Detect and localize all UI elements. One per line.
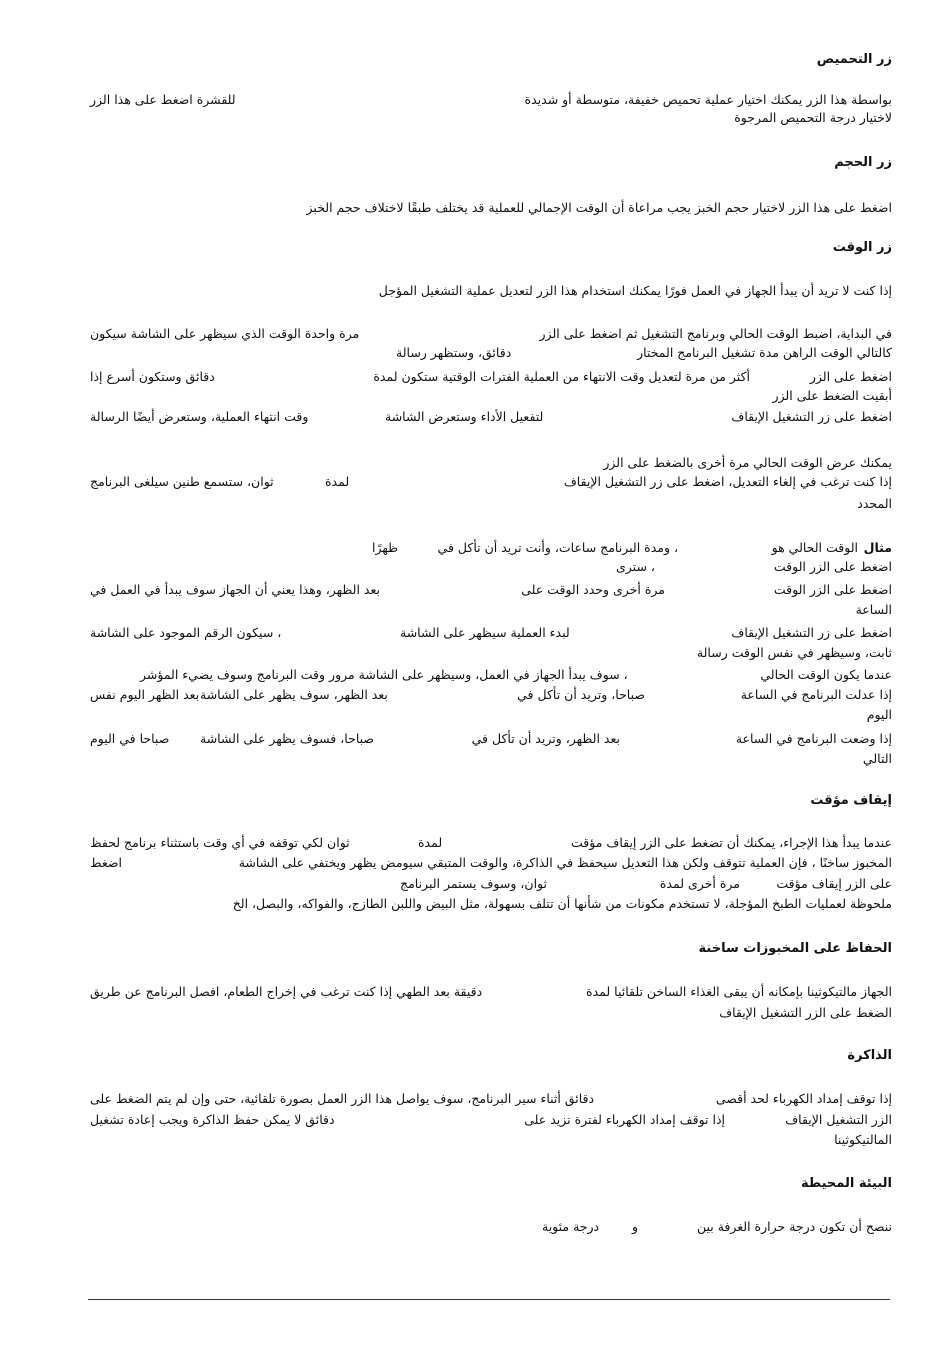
time-p2-line-3: المحدد xyxy=(857,496,892,511)
time-p2-line-2c: ثوان، ستسمع طنين سيلغى البرنامج xyxy=(90,474,274,489)
example-line-3c: بعد الظهر، وهذا يعني أن الجهاز سوف يبدأ في العمل في xyxy=(90,582,380,597)
example-line-7a: عندما يكون الوقت الحالي xyxy=(760,667,892,682)
pause-line-4: ملحوظة لعمليات الطبخ المؤجلة، لا تستخدم مكونات من شأنها أن تتلف بسهولة، مثل البيض واللبن الطازج، والفواكه، والبصل، الخ xyxy=(232,896,892,911)
keepwarm-line-2: الضغط على الزر التشغيل الإيقاف xyxy=(719,1005,892,1020)
environment-line-1a: ننصح أن تكون درجة حرارة الغرفة بين xyxy=(696,1219,892,1234)
keepwarm-line-1a: الجهاز مالتيكوثينا بإمكانه أن يبقى الغذاء الساخن تلقائيا لمدة xyxy=(586,984,892,999)
example-line-1b: ، ومدة البرنامج ساعات، وأنت تريد أن تأكل في xyxy=(437,540,678,555)
section-title-browning: زر التحميص xyxy=(816,52,892,67)
example-line-8a: إذا عدلت البرنامج في الساعة xyxy=(740,687,892,702)
environment-line-1b: و xyxy=(632,1219,639,1234)
example-line-10b: بعد الظهر، وتريد أن تأكل في xyxy=(471,731,620,746)
pause-line-1c: ثوان لكي توقفه في أي وقت باستثناء برنامج لحفظ xyxy=(90,835,350,850)
time-p1-line-4: أبقيت الضغط على الزر xyxy=(772,388,892,403)
memory-line-3: المالتيكوثينا xyxy=(834,1132,892,1147)
example-line-11: التالي xyxy=(862,751,892,766)
example-line-1a: الوقت الحالي هو xyxy=(771,540,858,555)
environment-line-1c: درجة مئوية xyxy=(542,1219,600,1234)
time-p2-line-2a: إذا كنت ترغب في إلغاء التعديل، اضغط على زر التشغيل الإيقاف xyxy=(563,474,892,489)
example-line-10d: صباحا في اليوم xyxy=(90,731,170,746)
example-line-3a: اضغط على الزر الوقت xyxy=(773,582,892,597)
example-line-8b: صباحا، وتريد أن تأكل في xyxy=(517,687,645,702)
example-line-1c: ظهرًا xyxy=(372,540,399,555)
pause-line-2a: المخبوز ساخنًا ، فإن العملية تتوقف ولكن هذا التعديل سيحفظ في الذاكرة، والوقت المتبقي سيومض يظهر ويختفي على الشاشة xyxy=(238,855,892,870)
memory-line-1b: دقائق أثناء سير البرنامج، سوف يواصل هذا الزر العمل بصورة تلقائية، حتى وإن لم يتم الضغط على xyxy=(90,1091,595,1106)
example-line-10c: صباحا، فسوف يظهر على الشاشة xyxy=(200,731,375,746)
size-line-1: اضغط على هذا الزر لاختيار حجم الخبز يجب مراعاة أن الوقت الإجمالي للعملية قد يختلف طبقًا لاختلاف حجم الخبز xyxy=(306,200,892,215)
footer-divider xyxy=(88,1299,890,1300)
example-line-4: الساعة xyxy=(855,602,892,617)
browning-line-2: لاختيار درجة التحميص المرجوة xyxy=(734,110,892,125)
section-title-time: زر الوقت xyxy=(832,240,892,255)
example-line-8d: بعد الظهر اليوم نفس xyxy=(90,687,200,702)
example-line-10a: إذا وضعت البرنامج في الساعة xyxy=(735,731,892,746)
example-line-8c: بعد الظهر، سوف يظهر على الشاشة xyxy=(200,687,388,702)
time-p1-line-1b: مرة واحدة الوقت الذي سيظهر على الشاشة سيكون xyxy=(90,326,360,341)
browning-line-1b: للقشرة اضغط على هذا الزر xyxy=(90,92,236,107)
pause-line-2b: اضغط xyxy=(90,855,122,870)
pause-line-3a: على الزر إيقاف مؤقت xyxy=(776,876,892,891)
example-line-7b: ، سوف يبدأ الجهاز في العمل، وسيظهر على الشاشة مرور وقت البرنامج وسوف يضيء المؤشر xyxy=(140,667,628,682)
section-title-environment: البيئة المحيطة xyxy=(801,1176,892,1191)
time-p2-line-1: يمكنك عرض الوقت الحالي مرة أخرى بالضغط على الزر xyxy=(603,455,892,470)
pause-line-3b: مرة أخرى لمدة xyxy=(659,876,740,891)
time-p1-line-5a: اضغط على زر التشغيل الإيقاف xyxy=(731,409,892,424)
section-title-size: زر الحجم xyxy=(834,155,892,170)
section-title-pause: إيقاف مؤقت xyxy=(810,793,892,808)
memory-line-2b: إذا توقف إمداد الكهرباء لفترة تزيد على xyxy=(524,1112,725,1127)
browning-line-1a: بواسطة هذا الزر يمكنك اختيار عملية تحميص خفيفة، متوسطة أو شديدة xyxy=(524,92,892,107)
pause-line-1b: لمدة xyxy=(418,835,443,850)
example-label: مثال xyxy=(863,540,892,555)
time-p1-line-5b: لتفعيل الأداء وستعرض الشاشة xyxy=(385,409,544,424)
pause-line-1a: عندما يبدأ هذا الإجراء، يمكنك أن تضغط على الزر إيقاف مؤقت xyxy=(570,835,892,850)
section-title-memory: الذاكرة xyxy=(847,1048,892,1063)
time-p1-line-2a: كالتالي الوقت الراهن مدة تشغيل البرنامج المختار xyxy=(637,345,892,360)
example-line-5b: لبدء العملية سيظهر على الشاشة xyxy=(400,625,570,640)
time-intro: إذا كنت لا تريد أن يبدأ الجهاز في العمل فورًا يمكنك استخدام هذا الزر لتعديل عملية التشغيل المؤجل xyxy=(378,283,892,298)
example-line-5a: اضغط على زر التشغيل الإيقاف xyxy=(731,625,892,640)
memory-line-2c: دقائق لا يمكن حفظ الذاكرة ويجب إعادة تشغيل xyxy=(90,1112,335,1127)
pause-line-3c: ثوان، وسوف يستمر البرنامج xyxy=(400,876,547,891)
time-p1-line-2b: دقائق، وستظهر رسالة xyxy=(396,345,512,360)
memory-line-2a: الزر التشغيل الإيقاف xyxy=(785,1112,892,1127)
example-line-2b: ، سترى xyxy=(616,559,655,574)
time-p1-line-1a: في البداية، اضبط الوقت الحالي وبرنامج التشغيل ثم اضغط على الزر xyxy=(539,326,892,341)
time-p1-line-3b: أكثر من مرة لتعديل وقت الانتهاء من العملية الفترات الوقتية ستكون لمدة xyxy=(373,369,750,384)
time-p1-line-5c: وقت انتهاء العملية، وستعرض أيضًا الرسالة xyxy=(90,409,309,424)
example-line-3b: مرة أخرى وحدد الوقت على xyxy=(521,582,665,597)
time-p1-line-3a: اضغط على الزر xyxy=(809,369,892,384)
section-title-keep-warm: الحفاظ على المخبوزات ساخنة xyxy=(698,941,892,956)
time-p2-line-2b: لمدة xyxy=(325,474,350,489)
example-line-9: اليوم xyxy=(866,707,892,722)
keepwarm-line-1b: دقيقة بعد الطهي إذا كنت ترغب في إخراج الطعام، افصل البرنامج عن طريق xyxy=(90,984,483,999)
example-line-5c: ، سيكون الرقم الموجود على الشاشة xyxy=(90,625,282,640)
memory-line-1a: إذا توقف إمداد الكهرباء لحد أقصى xyxy=(715,1091,892,1106)
time-p1-line-3c: دقائق وستكون أسرع إذا xyxy=(90,369,215,384)
example-line-6: ثابت، وسيظهر في نفس الوقت رسالة xyxy=(696,645,892,660)
example-line-2a: اضغط على الزر الوقت xyxy=(773,559,892,574)
